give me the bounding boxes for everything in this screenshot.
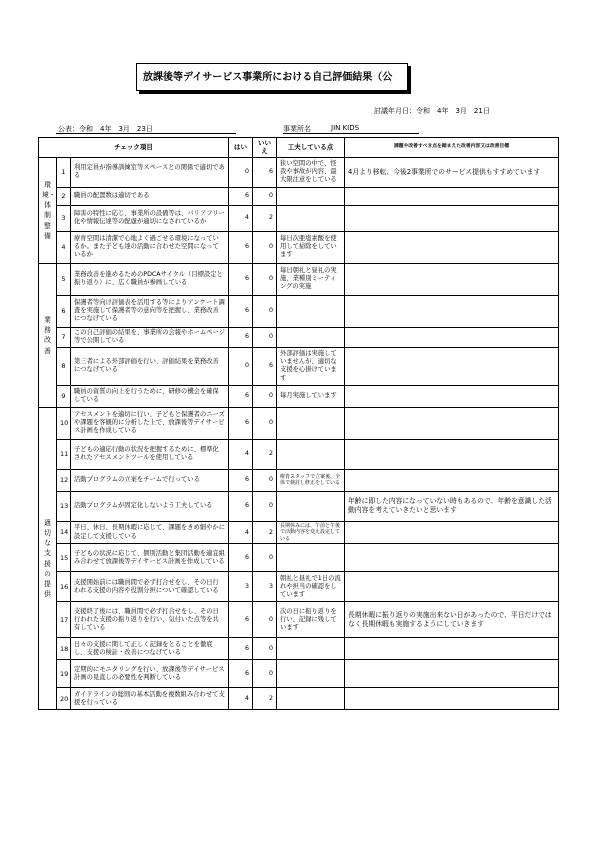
yes-count: 6: [229, 263, 253, 295]
row-number: 17: [57, 602, 71, 638]
yes-count: 0: [229, 157, 253, 187]
issue-note: [345, 439, 559, 469]
issue-note: [345, 205, 559, 231]
check-item: アセスメントを適切に行い、子どもと保護者のニーズや課題を客観的に分析した上で、放課後等デイサービス計画を作成している: [71, 407, 229, 439]
table-row: [39, 572, 559, 602]
check-item: 平日、休日、長期休暇に応じて、課題をきめ細やかに設定して支援している: [71, 521, 229, 544]
check-item: 職員の資質の向上を行うために、研修の機会を確保している: [71, 385, 229, 407]
no-count: 0: [253, 263, 277, 295]
check-item: 日々の支援に関して正しく記録をとることを徹底し、支援の検証・改善につなげている: [71, 638, 229, 660]
row-number: 18: [57, 638, 71, 660]
header-effort: 工夫している点: [277, 138, 345, 158]
category-label: 業務改善: [39, 263, 57, 407]
no-count: 2: [253, 688, 277, 710]
effort-note: 毎日次亜塩素酸を使用して掃除をしています: [277, 231, 345, 263]
no-count: 0: [253, 295, 277, 327]
issue-note: [345, 263, 559, 295]
check-item: 利用定員が指導訓練室等スペースとの関係で適切である: [71, 157, 229, 187]
issue-note: [345, 407, 559, 439]
table-row: [39, 347, 559, 385]
no-count: 3: [253, 572, 277, 602]
effort-note: 朝礼と昼礼で1日の流れや担当の確認をしています: [277, 572, 345, 602]
row-number: 4: [57, 231, 71, 263]
yes-count: 4: [229, 439, 253, 469]
issue-note: [345, 187, 559, 205]
document-title: 放課後等デイサービス事業所における自己評価結果（公: [136, 63, 408, 91]
issue-note: [345, 688, 559, 710]
effort-note: [277, 544, 345, 572]
no-count: 6: [253, 157, 277, 187]
header-yes: はい: [229, 138, 253, 158]
no-count: 0: [253, 544, 277, 572]
yes-count: 6: [229, 638, 253, 660]
table-row: [39, 295, 559, 327]
no-count: 0: [253, 407, 277, 439]
effort-note: [277, 688, 345, 710]
yes-count: 4: [229, 205, 253, 231]
table-row: [39, 407, 559, 439]
category-label: 環境・体制整備: [39, 157, 57, 263]
effort-note: [277, 295, 345, 327]
effort-note: 狭い空間の中で、怪我や事故が内容、最大限注意をしている: [277, 157, 345, 187]
table-row: [39, 602, 559, 638]
row-number: 14: [57, 521, 71, 544]
effort-note: [277, 638, 345, 660]
no-count: 2: [253, 205, 277, 231]
office-name-label: 事業所名: [283, 125, 311, 133]
check-item: 障害の特性に応じ、事業所の設備等は、バリアフリー化や情報伝達等の配慮が適切になされているか: [71, 205, 229, 231]
issue-note: 年齢に即した内容になっていない時もあるので、年齢を意識した活動内容を考えていきたいと思います: [345, 491, 559, 521]
no-count: 0: [253, 385, 277, 407]
category-label: 適切な支援の提供: [39, 407, 57, 710]
yes-count: 3: [229, 572, 253, 602]
check-item: 職員の配置数は適切である: [71, 187, 229, 205]
check-item: 子どもの状況に応じて、個別活動と集団活動を適宜組み合わせて放課後等デイサービス計画を作成している: [71, 544, 229, 572]
check-item: 第三者による外部評価を行い、評価結果を業務改善につなげている: [71, 347, 229, 385]
row-number: 6: [57, 295, 71, 327]
table-row: [39, 491, 559, 521]
effort-note: [277, 439, 345, 469]
office-underline: [283, 133, 419, 134]
row-number: 5: [57, 263, 71, 295]
table-row: [39, 439, 559, 469]
header-no: いいえ: [253, 138, 277, 158]
issue-note: [345, 327, 559, 347]
issue-note: [345, 544, 559, 572]
row-number: 12: [57, 469, 71, 491]
yes-count: 6: [229, 327, 253, 347]
table-row: [39, 469, 559, 491]
effort-note: 毎月実施しています: [277, 385, 345, 407]
check-item: 療育空間は清潔で心地よく過ごせる環境になっているか。また子ども達の活動に合わせた空間になっているか: [71, 231, 229, 263]
yes-count: 6: [229, 602, 253, 638]
yes-count: 6: [229, 491, 253, 521]
yes-count: 0: [229, 347, 253, 385]
effort-note: [277, 187, 345, 205]
check-item: 定期的にモニタリングを行い、放課後等デイサービス計画の見直しの必要性を判断している: [71, 660, 229, 688]
office-name: JIN KIDS: [331, 124, 360, 132]
effort-note: 毎日朝礼と昼礼の実施、業種別ミーティングの実施: [277, 263, 345, 295]
no-count: 0: [253, 660, 277, 688]
effort-note: 長期休みには、午前と午後で活動内容を変え設定している: [277, 521, 345, 544]
effort-note: [277, 660, 345, 688]
issue-note: [345, 347, 559, 385]
effort-note: [277, 407, 345, 439]
row-number: 13: [57, 491, 71, 521]
table-row: [39, 521, 559, 544]
check-item: 支援開始前には職員間で必ず打合せをし、その日行われる支援の内容や役割分担について確認している: [71, 572, 229, 602]
yes-count: 6: [229, 187, 253, 205]
issue-note: [345, 385, 559, 407]
issue-note: 長期休暇に振り返りの実施出来ない日があったので、平日だけではなく長期休暇も実施するようにしていきます: [345, 602, 559, 638]
no-count: 2: [253, 521, 277, 544]
yes-count: 6: [229, 407, 253, 439]
row-number: 16: [57, 572, 71, 602]
table-row: [39, 638, 559, 660]
row-number: 8: [57, 347, 71, 385]
effort-note: [277, 491, 345, 521]
table-header-row: [39, 138, 559, 158]
issue-note: 4月より移転、今後2事業所でのサービス提供もすすめています: [345, 157, 559, 187]
issue-note: [345, 231, 559, 263]
yes-count: 6: [229, 385, 253, 407]
effort-note: 外部評価は実施していませんが、適切な支援を心掛けています: [277, 347, 345, 385]
check-item: 活動プログラムが固定化しないよう工夫している: [71, 491, 229, 521]
issue-note: [345, 572, 559, 602]
header-check: チェック項目: [39, 138, 229, 158]
meeting-date: 討議年月日：令和 4年 3月 21日: [374, 107, 490, 115]
yes-count: 6: [229, 231, 253, 263]
no-count: 2: [253, 439, 277, 469]
check-item: 業務改善を進めるためのPDCAサイクル（目標設定と振り返り）に、広く職員が参画している: [71, 263, 229, 295]
header-issues: 課題や改善すべき点を踏まえた改善内容又は改善目標: [345, 138, 559, 158]
issue-note: [345, 521, 559, 544]
yes-count: 4: [229, 521, 253, 544]
row-number: 9: [57, 385, 71, 407]
publish-date: 公表：令和 4年 3月 23日: [58, 125, 153, 133]
row-number: 3: [57, 205, 71, 231]
table-row: [39, 660, 559, 688]
check-item: 子どもの適応行動の状況を把握するために、標準化されたアセスメントツールを使用している: [71, 439, 229, 469]
row-number: 2: [57, 187, 71, 205]
issue-note: [345, 295, 559, 327]
effort-note: [277, 327, 345, 347]
row-number: 11: [57, 439, 71, 469]
table-row: [39, 327, 559, 347]
effort-note: 療育スタッフで立案後、全体で検討し修正をしている: [277, 469, 345, 491]
effort-note: 次の日に振り返りを行い、記録に残しています: [277, 602, 345, 638]
effort-note: [277, 205, 345, 231]
yes-count: 6: [229, 660, 253, 688]
table-row: [39, 157, 559, 187]
publish-underline: [56, 133, 236, 134]
no-count: 0: [253, 469, 277, 491]
no-count: 0: [253, 187, 277, 205]
self-evaluation-table: [38, 137, 559, 710]
no-count: 0: [253, 638, 277, 660]
issue-note: [345, 469, 559, 491]
check-item: 活動プログラムの立案をチームで行っている: [71, 469, 229, 491]
table-row: [39, 688, 559, 710]
row-number: 1: [57, 157, 71, 187]
no-count: 0: [253, 231, 277, 263]
yes-count: 6: [229, 544, 253, 572]
table-row: [39, 205, 559, 231]
issue-note: [345, 660, 559, 688]
row-number: 19: [57, 660, 71, 688]
yes-count: 6: [229, 295, 253, 327]
no-count: 6: [253, 347, 277, 385]
no-count: 0: [253, 602, 277, 638]
table-row: [39, 231, 559, 263]
table-row: [39, 544, 559, 572]
row-number: 10: [57, 407, 71, 439]
yes-count: 6: [229, 469, 253, 491]
row-number: 7: [57, 327, 71, 347]
no-count: 0: [253, 327, 277, 347]
table-row: [39, 385, 559, 407]
check-item: 支援終了後には、職員間で必ず打合せをし、その日行われた支援の振り返りを行い、気付いた点等を共有している: [71, 602, 229, 638]
row-number: 20: [57, 688, 71, 710]
check-item: この自己評価の結果を、事業所の会報やホームページ等で公開している: [71, 327, 229, 347]
issue-note: [345, 638, 559, 660]
check-item: ガイドラインの総則の基本活動を複数組み合わせて支援を行っている: [71, 688, 229, 710]
table-row: [39, 263, 559, 295]
check-item: 保護者等向け評価表を活用する等によりアンケート調査を実施して保護者等の意向等を把握し、業務改善につなげている: [71, 295, 229, 327]
no-count: 0: [253, 491, 277, 521]
row-number: 15: [57, 544, 71, 572]
yes-count: 4: [229, 688, 253, 710]
table-row: [39, 187, 559, 205]
